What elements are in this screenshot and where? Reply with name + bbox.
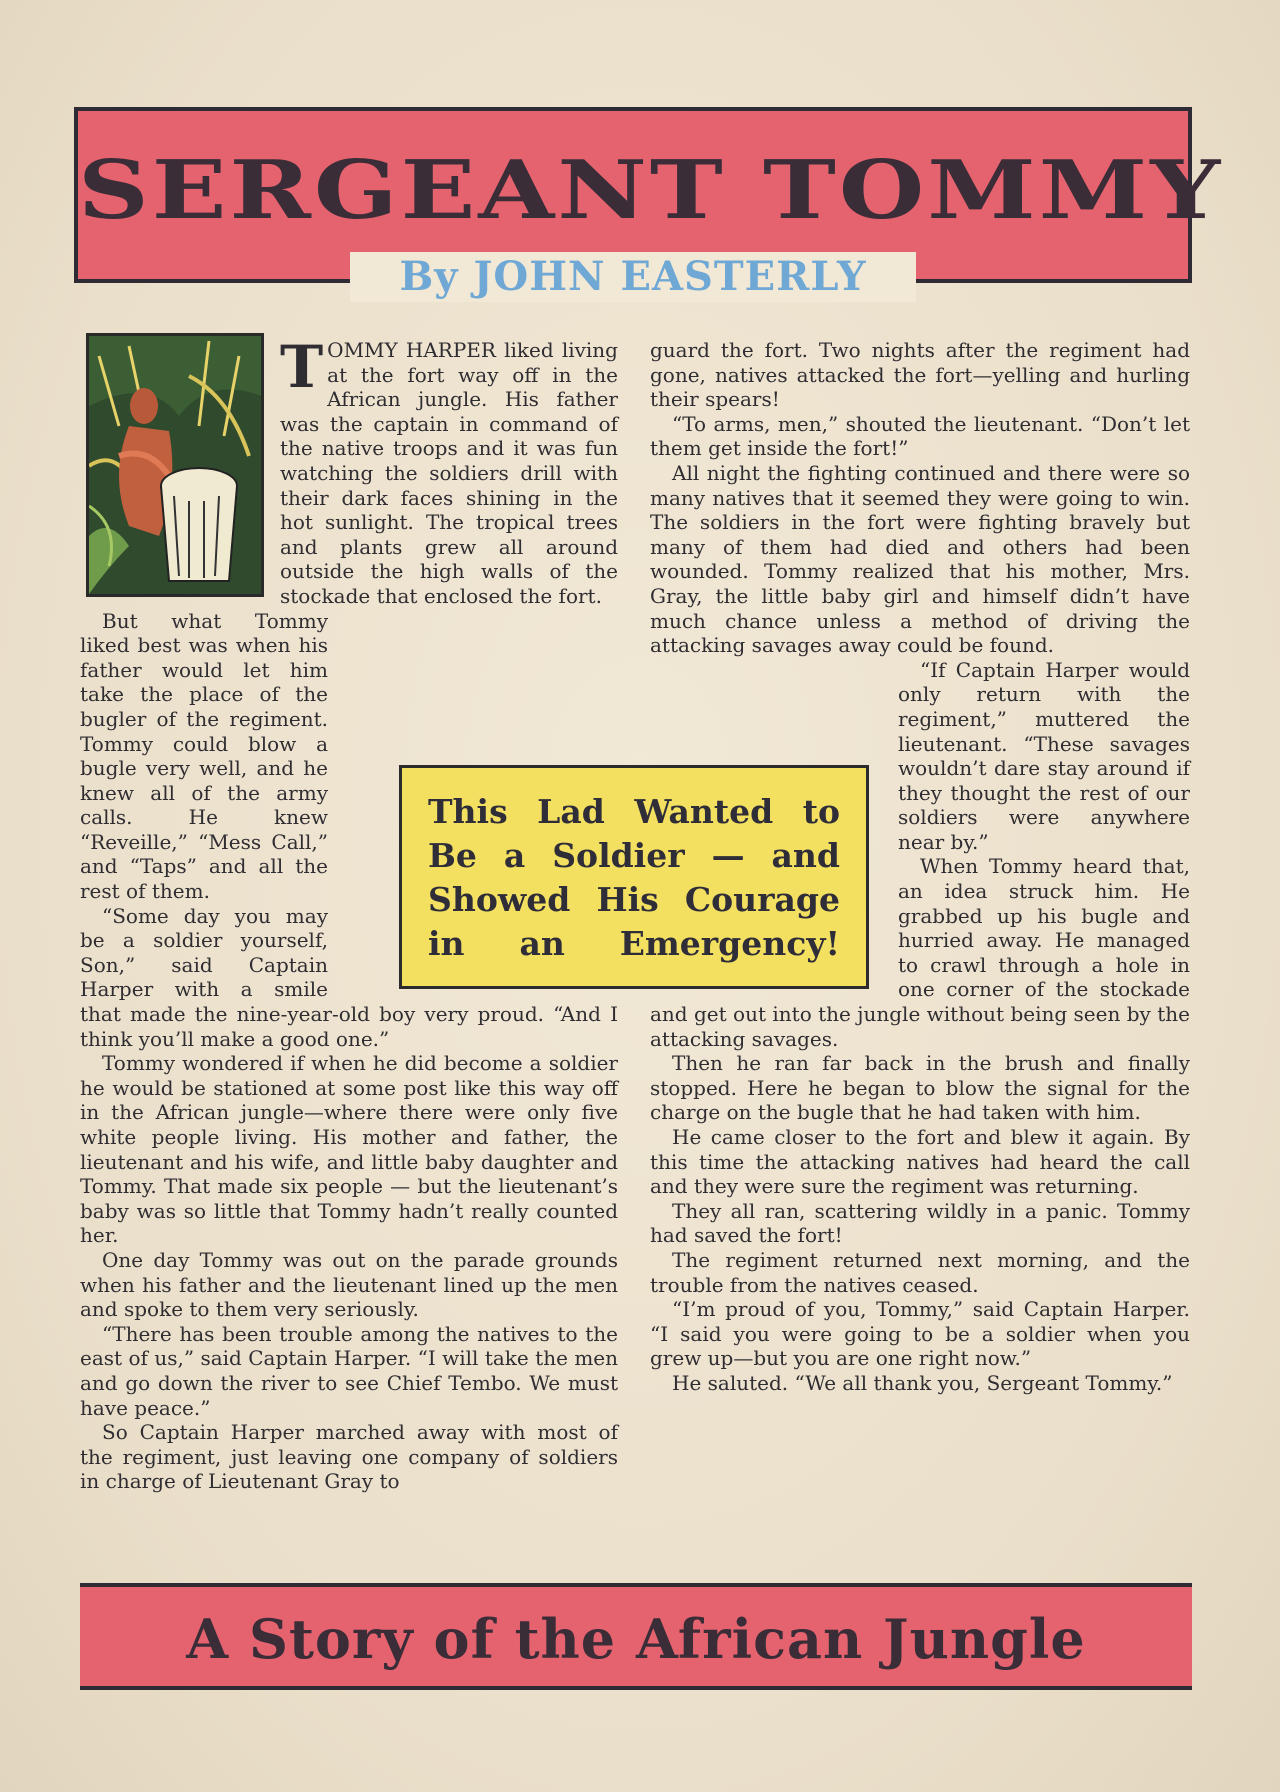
story-paragraph: They all ran, scattering wildly in a panic. Tommy had saved the fort! bbox=[650, 1198, 1190, 1248]
callout-box: This Lad Wanted to Be a Soldier — and Showed His Courage in an Emergency! bbox=[399, 765, 869, 989]
byline: By JOHN EASTERLY bbox=[350, 252, 916, 302]
story-paragraph: But what Tommy liked best was when his father would let him take the place of the bugler of the regiment. Tommy could blow a bugle very well, and he knew all of the army calls. He knew “Reveille,” “Mess Call,” and “Taps” and all the rest of them. bbox=[80, 608, 328, 904]
story-paragraph: All night the fighting continued and there were so many natives that it seemed they were going to win. The soldiers in the fort were fighting bravely but many of them had died and others had been wounded. Tommy realized that his mother, Mrs. Gray, the little baby girl and himself didn’t have much chance unless a method of driving the attacking savages away could be found. bbox=[650, 460, 1190, 658]
story-paragraph: “There has been trouble among the natives to the east of us,” said Captain Harper. “I will take the men and go down the river to see Chief Tembo. We must have peace.” bbox=[80, 1321, 618, 1420]
story-paragraph: TOMMY HARPER liked living at the fort way off in the African jungle. His father was the captain in command of the native troops and it was fun watching the soldiers drill with their dark faces shining in the hot sunlight. The tropical trees and plants grew all around outside the high walls of the stockade that enclosed the fort. bbox=[280, 333, 618, 608]
story-paragraph: He came closer to the fort and blew it again. By this time the attacking natives had heard the call and they were sure the regiment was returning. bbox=[650, 1125, 1190, 1199]
story-paragraph: When Tommy heard that, an idea struck him. He grabbed up his bugle and hurried away. He managed to crawl through a hole in one corner of the stockade and get out into the jungle without being seen by the attacking savages. bbox=[650, 854, 1190, 1051]
story-paragraph: “To arms, men,” shouted the lieutenant. “Don’t let them get inside the fort!” bbox=[650, 411, 1190, 461]
footer-banner bbox=[80, 1583, 1192, 1690]
story-paragraph: “I’m proud of you, Tommy,” said Captain Harper. “I said you were going to be a soldier when you grew up—but you are one right now.” bbox=[650, 1297, 1190, 1371]
story-paragraph: One day Tommy was out on the parade grounds when his father and the lieutenant lined up the men and spoke to them very seriously. bbox=[80, 1247, 618, 1322]
story-paragraph: guard the fort. Two nights after the regiment had gone, natives attacked the fort—yelling and hurling their spears! bbox=[650, 338, 1190, 412]
story-paragraph: “Some day you may be a soldier yourself, Son,” said Captain Harper with a smile that made the nine-year-old boy very proud. “And I think you’ll make a good one.” bbox=[80, 903, 618, 1051]
story-paragraph: Tommy wondered if when he did become a soldier he would be stationed at some post like this way off in the African jungle—where there were only five white people living. His mother and father, the lieutenant and his wife, and little baby daughter and Tommy. That made six people — but the lieutenant’s baby was so little that Tommy hadn’t really counted her. bbox=[80, 1051, 618, 1248]
footer-title: A Story of the African Jungle bbox=[186, 1607, 1086, 1671]
story-paragraph: Then he ran far back in the brush and finally stopped. Here he began to blow the signal for the charge on the bugle that he had taken with him. bbox=[650, 1051, 1190, 1125]
drop-cap: T bbox=[280, 333, 324, 401]
story-paragraph: He saluted. “We all thank you, Sergeant Tommy.” bbox=[672, 1370, 1173, 1395]
illustration-spacer bbox=[80, 338, 280, 608]
page-title: SERGEANT TOMMY bbox=[78, 143, 1224, 238]
story-paragraph: “If Captain Harper would only return with the regiment,” muttered the lieutenant. “These savages wouldn’t dare stay around if they thought the rest of our soldiers were anywhere near by.” bbox=[898, 657, 1190, 854]
story-paragraph: So Captain Harper marched away with most of the regiment, just leaving one company of soldiers in charge of Lieutenant Gray to bbox=[80, 1420, 618, 1494]
story-paragraph: The regiment returned next morning, and the trouble from the natives ceased. bbox=[650, 1247, 1190, 1297]
